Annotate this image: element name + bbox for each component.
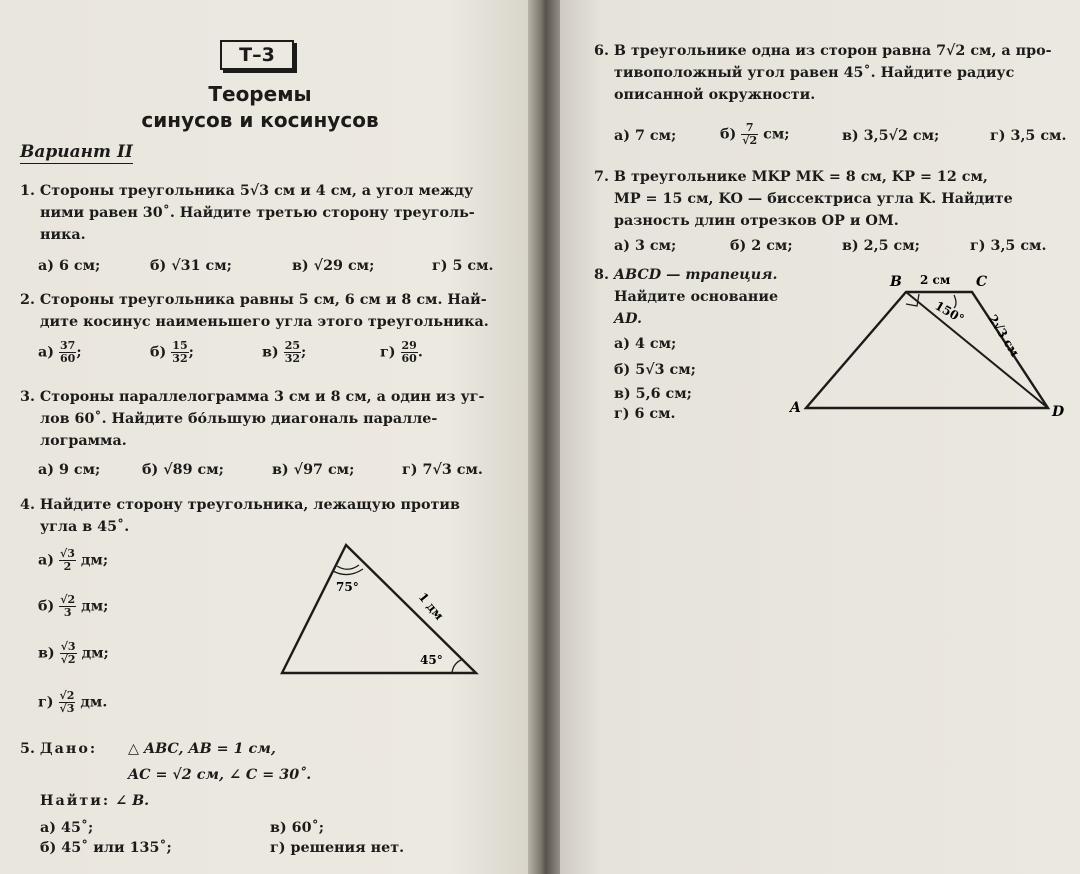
question-8 [594,264,814,330]
question-text-line: ними равен 30˚. Найдите третью сторону треуголь- [40,205,475,221]
question-text-line: лов 60˚. Найдите бо́льшую диагональ паралле- [40,411,438,427]
q7-option-c: в) 2,5 см; [842,238,920,254]
triangle-shape [282,545,476,673]
fraction: $\frac{√3}{√2}$ [60,640,76,666]
vertex-a: A [790,400,801,416]
q8-option-c: в) 5,6 см; [614,386,692,402]
q8-option-a: а) 4 см; [614,336,677,352]
given-line-1: △ ABC, AB = 1 см, [128,741,276,757]
fraction: $\frac{29}{60}$ [401,339,417,365]
question-text-line: разность длин отрезков OP и OM. [614,213,899,229]
q5-option-b: б) 45˚ или 135˚; [40,840,172,856]
side-cd-label: 2√3 см [985,312,1022,360]
question-number: 4. [20,497,35,513]
question-text-line: Стороны треугольника 5√3 см и 4 см, а угол между [39,183,474,199]
question-text-line: Найдите сторону треугольника, лежащую против [39,497,460,513]
q5-option-a: а) 45˚; [40,820,94,836]
question-2 [20,289,500,333]
q4-triangle-figure [270,535,490,685]
q8-trapezoid-figure [786,268,1076,428]
page-title-line1: Теоремы [208,82,312,106]
q1-option-a: а) 6 см; [38,258,101,274]
question-number: 3. [20,389,35,405]
vertex-c: C [976,274,988,290]
question-text-line: Стороны параллелограмма 3 см и 8 см, а один из уг- [39,389,485,405]
q2-option-c: в) $\frac{25}{32}$ ; [262,339,307,365]
q3-option-b: б) √89 см; [142,462,224,478]
fraction: $\frac{√3}{2}$ [60,547,75,573]
question-text-line: ABCD — трапеция. [613,267,778,283]
question-number: 1. [20,183,35,199]
q4-option-b: б) $\frac{√2}{3}$ дм; [38,593,109,619]
q1-option-c: в) √29 см; [292,258,375,274]
q7-option-b: б) 2 см; [730,238,793,254]
variant-label: Вариант II [20,142,133,162]
right-page [560,0,1080,874]
question-4 [20,494,500,538]
q3-option-c: в) √97 см; [272,462,355,478]
fraction: $\frac{25}{32}$ [284,339,300,365]
q4-option-d: г) $\frac{√2}{√3}$ дм. [38,689,108,715]
question-text-line: MP = 15 см, KO — биссектриса угла K. Найдите [614,191,1013,207]
question-7 [594,166,1074,232]
left-page [0,0,528,874]
find-value: ∠ B. [115,793,150,809]
q2-option-b: б) $\frac{15}{32}$ ; [150,339,194,365]
question-text-line: Найдите основание [614,289,779,305]
question-text-line: В треугольнике MKP MK = 8 см, KP = 12 см, [613,169,988,185]
find-row [40,790,149,812]
q6-option-b: б) $\frac{7}{√2}$ см; [720,121,790,147]
question-number: 2. [20,292,35,308]
q2-option-d: г) $\frac{29}{60}$ . [380,339,423,365]
q1-option-b: б) √31 см; [150,258,232,274]
question-6 [594,40,1074,106]
q2-option-a: а) $\frac{37}{60}$ ; [38,339,82,365]
q4-option-c: в) $\frac{√3}{√2}$ дм; [38,640,109,666]
diagonal-bd [906,292,1048,408]
vertex-b: B [890,274,902,290]
q7-option-d: г) 3,5 см. [970,238,1047,254]
question-text-line: дите косинус наименьшего угла этого треугольника. [40,314,489,330]
question-number: 7. [594,169,609,185]
question-text-line: ника. [40,227,86,243]
given-label: Дано: [39,741,98,757]
fraction: $\frac{15}{32}$ [172,339,188,365]
question-text-line: лограмма. [40,433,127,449]
question-3 [20,386,500,452]
q6-option-a: а) 7 см; [614,128,677,144]
q8-option-d: г) 6 см. [614,406,676,422]
question-number: 5. [20,741,35,757]
question-text-line: описанной окружности. [614,87,816,103]
page-title-line2: синусов и косинусов [141,108,379,132]
angle-label: 150° [932,298,967,327]
side-bc-label: 2 см [920,273,951,287]
test-code-box: Т–3 [220,40,294,70]
question-1 [20,180,500,246]
question-text-line: В треугольнике одна из сторон равна 7√2 см, а про- [613,43,1052,59]
fraction: $\frac{√2}{√3}$ [59,689,75,715]
question-number: 8. [594,267,609,283]
q6-option-d: г) 3,5 см. [990,128,1067,144]
q7-option-a: а) 3 см; [614,238,677,254]
q5-option-c: в) 60˚; [270,820,324,836]
q6-option-c: в) 3,5√2 см; [842,128,940,144]
fraction: $\frac{√2}{3}$ [60,593,76,619]
angle-arc-top-inner [337,565,359,569]
question-text-line: угла в 45˚. [40,519,130,535]
angle-label-right: 45° [420,653,443,667]
find-label: Найти: [40,793,111,809]
q8-option-b: б) 5√3 см; [614,362,696,378]
vertex-d: D [1052,404,1065,420]
angle-label-top: 75° [336,580,359,594]
question-number: 6. [594,43,609,59]
q3-option-d: г) 7√3 см. [402,462,483,478]
fraction: $\frac{7}{√2}$ [742,121,758,147]
question-text-line: AD. [614,311,642,327]
angle-arc-right [452,659,463,673]
side-label: 1 дм [415,589,447,623]
q5-option-d: г) решения нет. [270,840,405,856]
question-text-line: Стороны треугольника равны 5 см, 6 см и 8 см. Най- [39,292,487,308]
question-text-line: тивоположный угол равен 45˚. Найдите радиус [614,65,1015,81]
q1-option-d: г) 5 см. [432,258,494,274]
fraction: $\frac{37}{60}$ [60,339,76,365]
given-line-2: AC = √2 см, ∠ C = 30˚. [128,767,312,783]
q3-option-a: а) 9 см; [38,462,101,478]
q4-option-a: а) $\frac{√3}{2}$ дм; [38,547,109,573]
book-spine [528,0,560,874]
